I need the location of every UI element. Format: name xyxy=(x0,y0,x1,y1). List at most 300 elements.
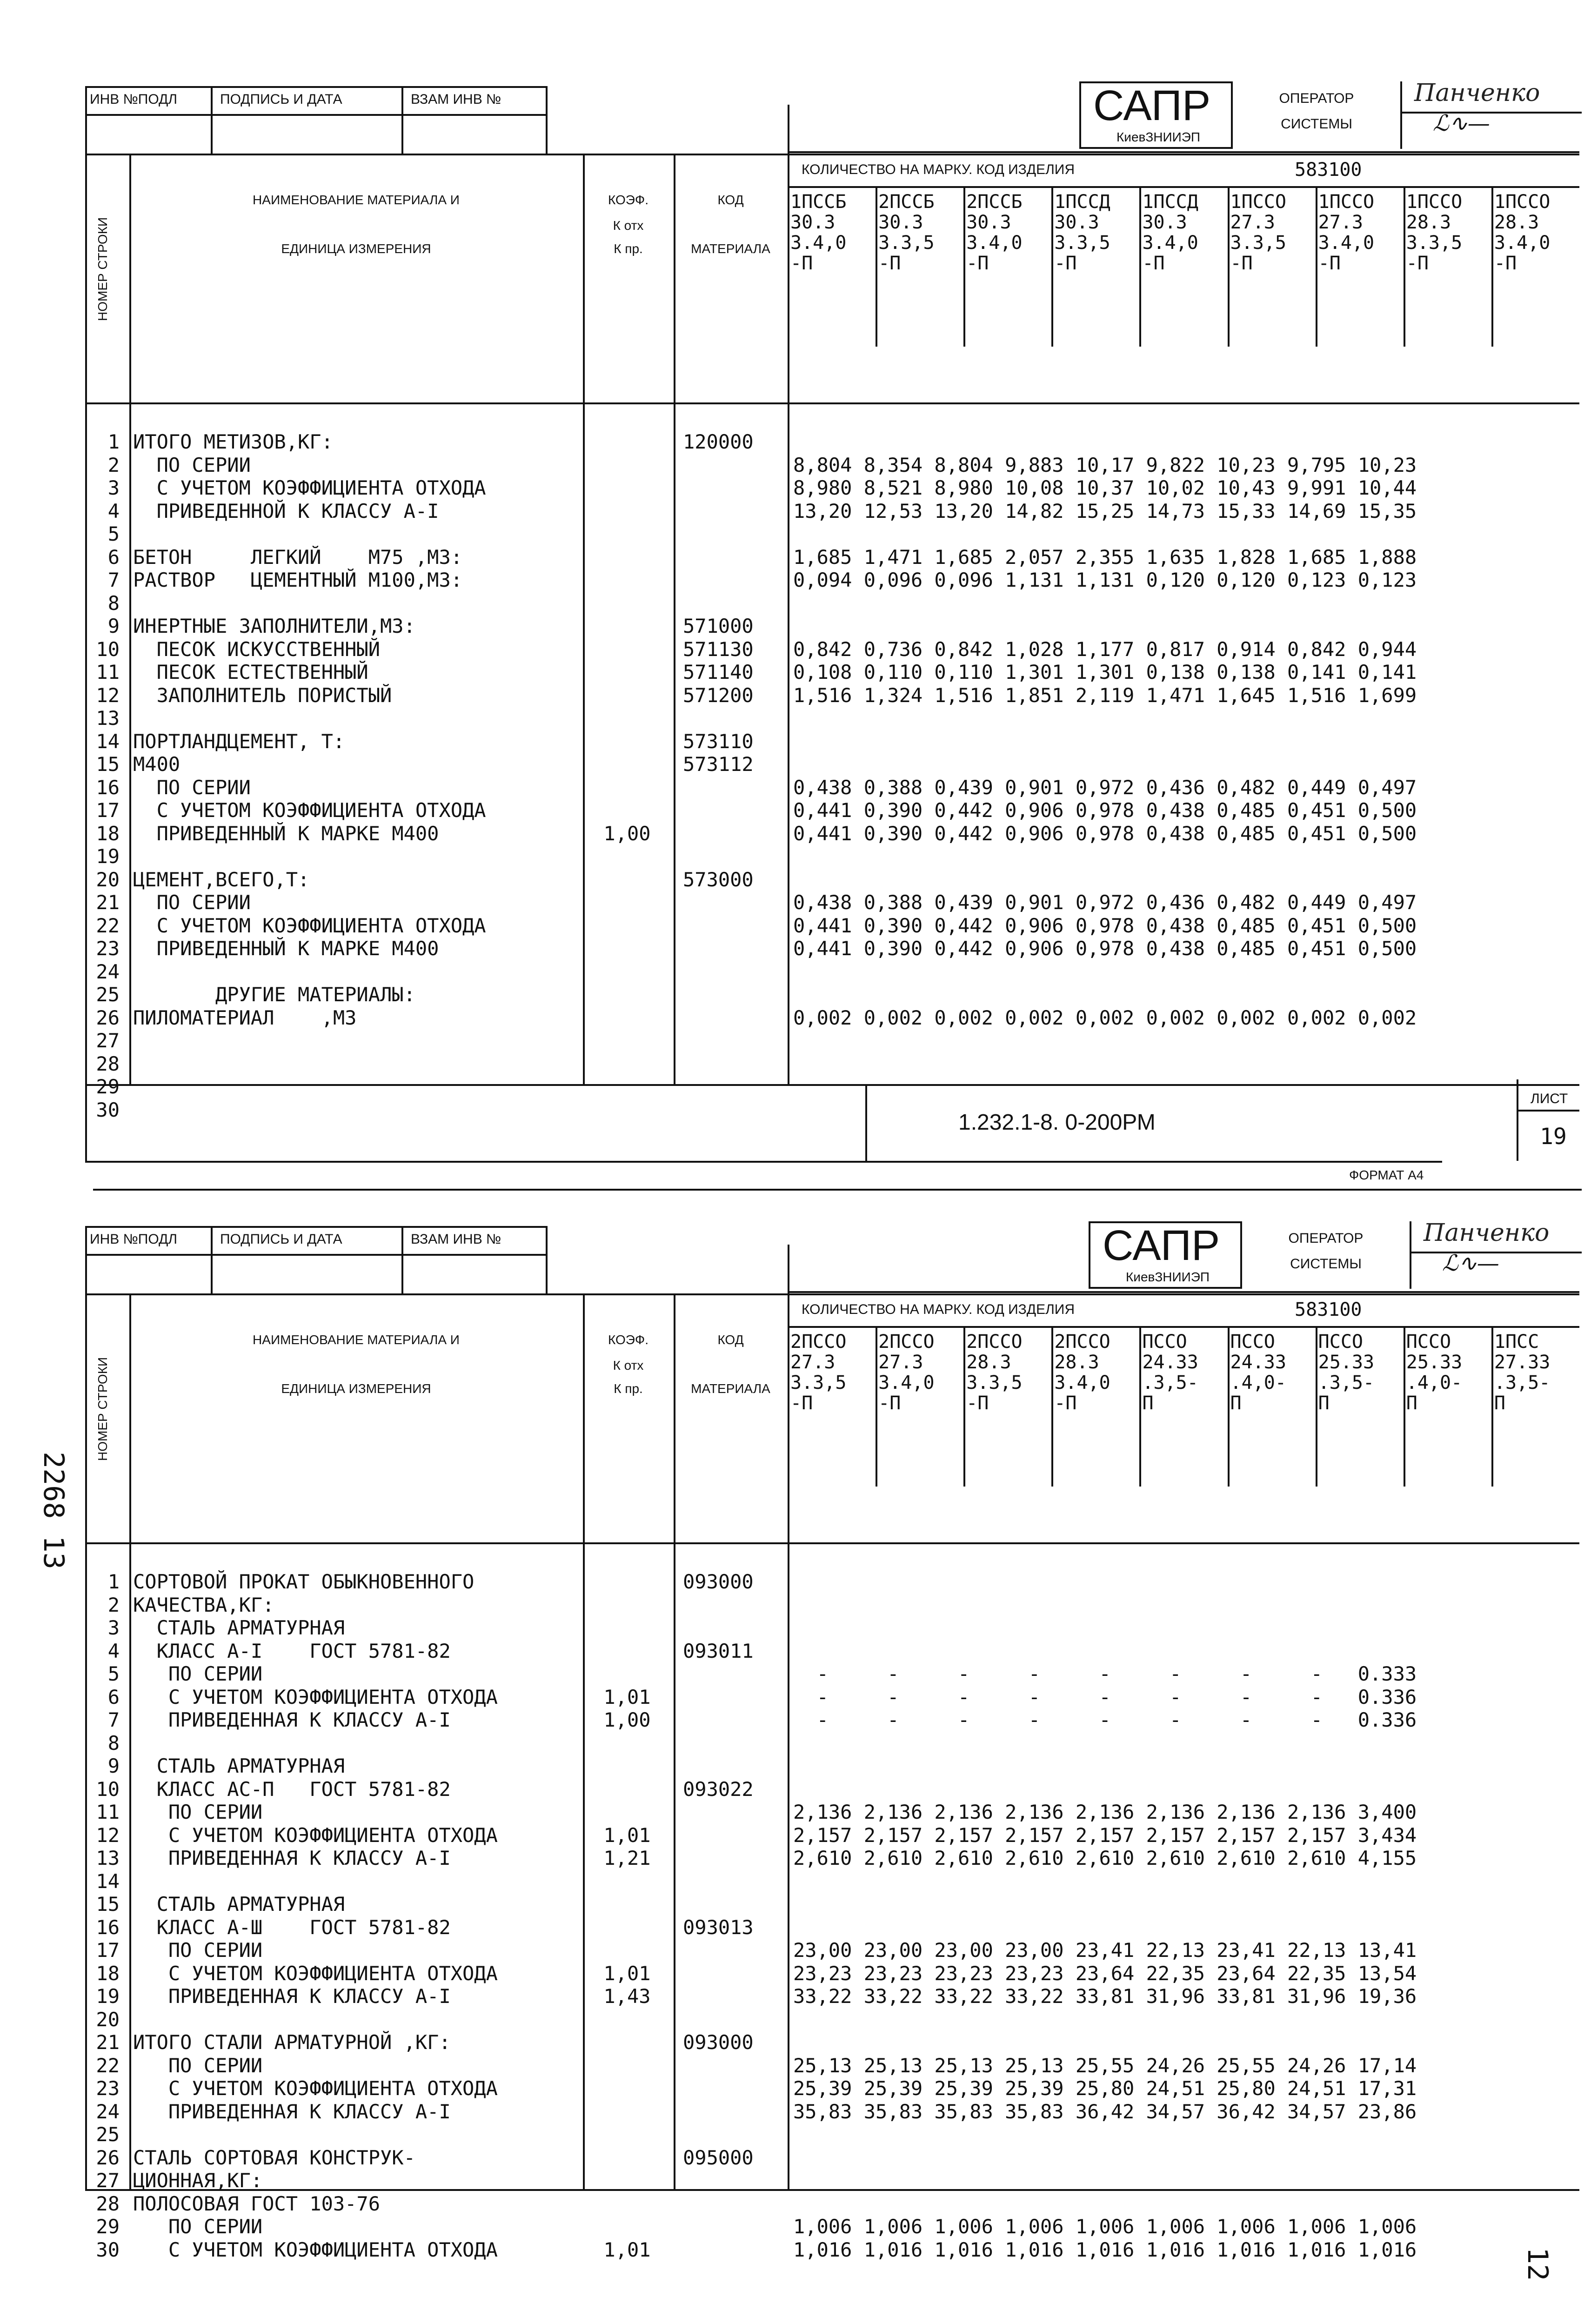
row-number: 7 xyxy=(107,1708,120,1731)
row-material-name: ДРУГИЕ МАТЕРИАЛЫ: xyxy=(133,983,415,1006)
row-values: 2,610 2,610 2,610 2,610 2,610 2,610 2,610 2,610 4,155 xyxy=(793,1847,1417,1869)
row-number: 29 xyxy=(96,1075,120,1098)
row-number: 4 xyxy=(107,1639,120,1662)
mark-4-line-3: 3.3,5 xyxy=(1054,232,1110,254)
row-number: 7 xyxy=(107,569,120,591)
row-number: 15 xyxy=(96,1893,120,1915)
row-number: 21 xyxy=(96,891,120,914)
mark-6-line-1: ПССО xyxy=(1230,1331,1275,1353)
row-number: 30 xyxy=(96,2238,120,2261)
stamp-left-rule xyxy=(85,1226,87,1293)
operator-signature-icon: ℒ∿— xyxy=(1442,1250,1499,1276)
row-material-name: СОРТОВОЙ ПРОКАТ ОБЫКНОВЕННОГО xyxy=(133,1570,475,1593)
row-values: 0,002 0,002 0,002 0,002 0,002 0,002 0,002 0,002 0,002 xyxy=(793,1006,1417,1029)
system-label: СИСТЕМЫ xyxy=(1290,1256,1362,1272)
row-number: 12 xyxy=(96,1823,120,1847)
mark-col-rule xyxy=(876,186,877,347)
row-material-code: 573110 xyxy=(683,730,754,753)
row-number: 24 xyxy=(96,2100,120,2123)
row-number: 10 xyxy=(96,637,120,661)
code-header-1: КОД xyxy=(717,1333,744,1347)
row-material-name: ПРИВЕДЕННЫЙ К МАРКЕ М400 xyxy=(133,937,439,960)
row-coefficient: 1,00 xyxy=(603,1708,651,1731)
product-code: 583100 xyxy=(1295,159,1362,181)
mark-8-line-2: 28.3 xyxy=(1406,212,1451,233)
qty-header: КОЛИЧЕСТВО НА МАРКУ. КОД ИЗДЕЛИЯ xyxy=(802,162,1075,177)
page-number: 12 xyxy=(1521,2247,1554,2281)
mark-3-line-2: 30.3 xyxy=(966,212,1011,233)
name-header-1: НАИМЕНОВАНИЕ МАТЕРИАЛА И xyxy=(253,193,460,207)
row-values: 25,39 25,39 25,39 25,39 25,80 24,51 25,80 24,51 17,31 xyxy=(793,2077,1417,2100)
mark-2-line-2: 30.3 xyxy=(878,212,923,233)
row-values: 35,83 35,83 35,83 35,83 36,42 34,57 36,42 34,57 23,86 xyxy=(793,2100,1417,2123)
frame-left xyxy=(85,1293,87,2189)
sign-date-label: ПОДПИСЬ И ДАТА xyxy=(220,92,342,107)
row-material-code: 120000 xyxy=(683,430,754,453)
mark-3-line-1: 2ПССБ xyxy=(966,191,1023,213)
row-number: 22 xyxy=(96,914,120,937)
coef-header-3: К пр. xyxy=(614,241,643,256)
mark-3-line-3: 3.4,0 xyxy=(966,232,1023,254)
row-number: 14 xyxy=(96,730,120,753)
row-number: 11 xyxy=(96,661,120,683)
footer-sheet-rule xyxy=(1517,1079,1518,1161)
col-vals-rule xyxy=(788,105,789,1084)
row-material-name: С УЧЕТОМ КОЭФФИЦИЕНТА ОТХОДА xyxy=(133,476,486,499)
row-material-name: ПО СЕРИИ xyxy=(133,891,251,914)
document-number: 1.232.1-8. 0-200РМ xyxy=(958,1110,1156,1135)
row-material-name: КЛАСС А-I ГОСТ 5781-82 xyxy=(133,1639,451,1662)
mark-4-line-1: 1ПССД xyxy=(1054,191,1110,213)
row-material-code: 571140 xyxy=(683,661,754,683)
row-material-name: КЛАСС АС-П ГОСТ 5781-82 xyxy=(133,1777,451,1801)
row-material-name: ПО СЕРИИ xyxy=(133,1662,263,1685)
stamp-divider-1 xyxy=(211,86,213,154)
row-number: 25 xyxy=(96,2123,120,2146)
mark-1-line-1: 1ПССБ xyxy=(790,191,847,213)
stamp-top-rule xyxy=(85,86,546,88)
row-number: 6 xyxy=(107,1685,120,1708)
row-number: 3 xyxy=(107,1616,120,1639)
row-number: 27 xyxy=(96,2169,120,2192)
row-material-name: С УЧЕТОМ КОЭФФИЦИЕНТА ОТХОДА xyxy=(133,2238,498,2261)
coef-header-1: КОЭФ. xyxy=(608,193,648,207)
mark-6-line-1: 1ПССО xyxy=(1230,191,1286,213)
row-values: 1,516 1,324 1,516 1,851 2,119 1,471 1,645 1,516 1,699 xyxy=(793,683,1417,707)
row-number: 1 xyxy=(107,430,120,453)
row-coefficient: 1,43 xyxy=(603,1985,651,2008)
row-number: 5 xyxy=(107,1662,120,1685)
header-bottom-rule xyxy=(85,1542,1579,1544)
row-material-code: 573000 xyxy=(683,868,754,891)
mark-9-line-3: .3,5- xyxy=(1494,1372,1551,1393)
col-name-rule xyxy=(129,1293,131,2189)
row-number: 19 xyxy=(96,845,120,868)
sapr-org: КиевЗНИИЭП xyxy=(1126,1270,1210,1284)
col-vals-rule xyxy=(788,1245,789,2189)
inv-label: ИНВ №ПОДЛ xyxy=(90,92,177,107)
row-number: 8 xyxy=(107,1731,120,1755)
row-number: 3 xyxy=(107,476,120,499)
mark-2-line-2: 27.3 xyxy=(878,1352,923,1373)
sheet-number: 19 xyxy=(1540,1124,1567,1150)
code-header-1: КОД xyxy=(717,193,744,207)
mark-1-line-3: 3.4,0 xyxy=(790,232,847,254)
mark-1-line-2: 27.3 xyxy=(790,1352,836,1373)
mark-5-line-1: ПССО xyxy=(1142,1331,1187,1353)
operator-signature-name: Панченко xyxy=(1414,79,1540,107)
sheet-divider xyxy=(93,1189,1582,1191)
mark-5-line-3: 3.4,0 xyxy=(1142,232,1198,254)
row-material-name: ПО СЕРИИ xyxy=(133,2054,263,2077)
row-number: 20 xyxy=(96,2008,120,2031)
mark-8-line-3: 3.3,5 xyxy=(1406,232,1463,254)
row-number: 18 xyxy=(96,1962,120,1985)
row-values: 0,441 0,390 0,442 0,906 0,978 0,438 0,485 0,451 0,500 xyxy=(793,937,1417,960)
mark-8-line-1: 1ПССО xyxy=(1406,191,1463,213)
row-material-code: 093000 xyxy=(683,2031,754,2054)
qty-top-rule xyxy=(788,151,1579,153)
row-number: 15 xyxy=(96,753,120,776)
sapr-title: САПР xyxy=(1093,82,1211,129)
row-values: 23,23 23,23 23,23 23,23 23,64 22,35 23,64 22,35 13,54 xyxy=(793,1962,1417,1985)
mark-9-line-2: 28.3 xyxy=(1494,212,1539,233)
coef-header-2: К отх xyxy=(613,1358,644,1373)
mark-6-line-2: 27.3 xyxy=(1230,212,1275,233)
row-number: 20 xyxy=(96,868,120,891)
mark-col-rule xyxy=(1228,1326,1230,1487)
mark-8-line-4: П xyxy=(1406,1393,1417,1414)
row-material-name: СТАЛЬ АРМАТУРНАЯ xyxy=(133,1893,345,1915)
row-values: 8,804 8,354 8,804 9,883 10,17 9,822 10,23 9,795 10,23 xyxy=(793,453,1417,476)
row-material-name: БЕТОН ЛЕГКИЙ М75 ,М3: xyxy=(133,545,463,569)
col-coef-rule xyxy=(583,1293,585,2189)
mark-6-line-3: 3.3,5 xyxy=(1230,232,1286,254)
footer-left-rule xyxy=(85,1084,87,1161)
name-header-2: ЕДИНИЦА ИЗМЕРЕНИЯ xyxy=(281,241,431,256)
row-coefficient: 1,01 xyxy=(603,1685,651,1708)
rownum-header: НОМЕР СТРОКИ xyxy=(95,1357,110,1461)
sapr-org: КиевЗНИИЭП xyxy=(1116,130,1201,144)
footer-doc-rule xyxy=(865,1084,867,1161)
mark-5-line-1: 1ПССД xyxy=(1142,191,1198,213)
mark-9-line-4: -П xyxy=(1494,253,1517,274)
row-material-name: С УЧЕТОМ КОЭФФИЦИЕНТА ОТХОДА xyxy=(133,1962,498,1985)
mark-col-rule xyxy=(1228,186,1230,347)
stamp-divider-2 xyxy=(401,86,403,154)
row-number: 28 xyxy=(96,1052,120,1075)
sapr-title: САПР xyxy=(1103,1222,1220,1269)
row-number: 8 xyxy=(107,591,120,615)
coef-header-3: К пр. xyxy=(614,1381,643,1396)
row-number: 4 xyxy=(107,499,120,522)
row-material-name: ПРИВЕДЕННАЯ К КЛАССУ А-I xyxy=(133,1847,451,1869)
mark-col-rule xyxy=(1404,1326,1405,1487)
mark-col-rule xyxy=(963,1326,965,1487)
mark-5-line-4: -П xyxy=(1142,253,1165,274)
mark-5-line-2: 30.3 xyxy=(1142,212,1187,233)
row-values: 33,22 33,22 33,22 33,22 33,81 31,96 33,81 31,96 19,36 xyxy=(793,1985,1417,2008)
row-number: 25 xyxy=(96,983,120,1006)
sheet-label-rule xyxy=(1517,1110,1579,1112)
col-coef-rule xyxy=(583,154,585,1084)
row-material-name: ИНЕРТНЫЕ ЗАПОЛНИТЕЛИ,М3: xyxy=(133,615,415,637)
mark-2-line-4: -П xyxy=(878,1393,901,1414)
mark-5-line-2: 24.33 xyxy=(1142,1352,1198,1373)
row-number: 9 xyxy=(107,1755,120,1777)
mark-8-line-4: -П xyxy=(1406,253,1429,274)
row-material-name: С УЧЕТОМ КОЭФФИЦИЕНТА ОТХОДА xyxy=(133,1685,498,1708)
mark-col-rule xyxy=(1316,1326,1317,1487)
row-number: 13 xyxy=(96,1847,120,1869)
mark-2-line-1: 2ПССБ xyxy=(878,191,935,213)
row-number: 6 xyxy=(107,545,120,569)
row-material-name: ПИЛОМАТЕРИАЛ ,М3 xyxy=(133,1006,357,1029)
row-material-name: ПОРТЛАНДЦЕМЕНТ, Т: xyxy=(133,730,345,753)
row-material-name: ЗАПОЛНИТЕЛЬ ПОРИСТЫЙ xyxy=(133,683,392,707)
mark-7-line-4: П xyxy=(1318,1393,1330,1414)
row-values: 0,438 0,388 0,439 0,901 0,972 0,436 0,482 0,449 0,497 xyxy=(793,891,1417,914)
row-values: 0,441 0,390 0,442 0,906 0,978 0,438 0,485 0,451 0,500 xyxy=(793,822,1417,845)
mark-7-line-2: 25.33 xyxy=(1318,1352,1375,1373)
mark-2-line-1: 2ПССО xyxy=(878,1331,935,1353)
stamp-mid-rule xyxy=(85,114,546,116)
row-coefficient: 1,00 xyxy=(603,822,651,845)
mark-4-line-4: -П xyxy=(1054,1393,1077,1414)
qty-rule xyxy=(788,1326,1579,1328)
row-number: 13 xyxy=(96,707,120,730)
row-values: 0,441 0,390 0,442 0,906 0,978 0,438 0,485 0,451 0,500 xyxy=(793,914,1417,937)
mark-4-line-4: -П xyxy=(1054,253,1077,274)
frame-left xyxy=(85,154,87,1084)
row-number: 14 xyxy=(96,1869,120,1893)
row-number: 19 xyxy=(96,1985,120,2008)
mark-3-line-1: 2ПССО xyxy=(966,1331,1023,1353)
operator-signature-icon: ℒ∿— xyxy=(1433,110,1490,136)
mark-5-line-4: П xyxy=(1142,1393,1154,1414)
stamp-divider-1 xyxy=(211,1226,213,1293)
row-material-name: М400 xyxy=(133,753,180,776)
row-material-code: 573112 xyxy=(683,753,754,776)
operator-signature-name: Панченко xyxy=(1424,1219,1550,1247)
mark-7-line-1: ПССО xyxy=(1318,1331,1363,1353)
mark-4-line-2: 28.3 xyxy=(1054,1352,1099,1373)
stamp-divider-2 xyxy=(401,1226,403,1293)
col-name-rule xyxy=(129,154,131,1084)
row-values: 2,157 2,157 2,157 2,157 2,157 2,157 2,157 2,157 3,434 xyxy=(793,1823,1417,1847)
stamp-divider-3 xyxy=(546,1226,548,1293)
row-material-name: ПО СЕРИИ xyxy=(133,1801,263,1823)
mark-col-rule xyxy=(963,186,965,347)
row-material-code: 093011 xyxy=(683,1639,754,1662)
row-material-code: 571000 xyxy=(683,615,754,637)
row-material-name: РАСТВОР ЦЕМЕНТНЫЙ М100,М3: xyxy=(133,569,463,591)
mark-2-line-3: 3.3,5 xyxy=(878,232,935,254)
mark-col-rule xyxy=(1139,1326,1141,1487)
mark-9-line-3: 3.4,0 xyxy=(1494,232,1551,254)
row-material-name: СТАЛЬ АРМАТУРНАЯ xyxy=(133,1755,345,1777)
row-values: 25,13 25,13 25,13 25,13 25,55 24,26 25,55 24,26 17,14 xyxy=(793,2054,1417,2077)
row-material-code: 571200 xyxy=(683,683,754,707)
row-coefficient: 1,01 xyxy=(603,1823,651,1847)
row-material-name: ПРИВЕДЕННАЯ К КЛАССУ А-I xyxy=(133,2100,451,2123)
body-bottom-rule xyxy=(85,2189,1579,2191)
row-number: 17 xyxy=(96,799,120,822)
mark-8-line-1: ПССО xyxy=(1406,1331,1451,1353)
mark-3-line-3: 3.3,5 xyxy=(966,1372,1023,1393)
row-material-name: ПЕСОК ЕСТЕСТВЕННЫЙ xyxy=(133,661,368,683)
row-values: 1,006 1,006 1,006 1,006 1,006 1,006 1,006 1,006 1,006 xyxy=(793,2215,1417,2238)
row-values: 0,108 0,110 0,110 1,301 1,301 0,138 0,138 0,141 0,141 xyxy=(793,661,1417,683)
mark-9-line-4: П xyxy=(1494,1393,1505,1414)
product-code: 583100 xyxy=(1295,1299,1362,1320)
mark-8-line-3: .4,0- xyxy=(1406,1372,1463,1393)
row-number: 29 xyxy=(96,2215,120,2238)
mark-col-rule xyxy=(1316,186,1317,347)
row-number: 11 xyxy=(96,1801,120,1823)
mark-col-rule xyxy=(1404,186,1405,347)
row-values: 23,00 23,00 23,00 23,00 23,41 22,13 23,41 22,13 13,41 xyxy=(793,1939,1417,1962)
row-number: 5 xyxy=(107,522,120,545)
operator-label: ОПЕРАТОР xyxy=(1279,91,1354,106)
mark-4-line-3: 3.4,0 xyxy=(1054,1372,1110,1393)
mark-2-line-4: -П xyxy=(878,253,901,274)
row-values: 1,016 1,016 1,016 1,016 1,016 1,016 1,016 1,016 1,016 xyxy=(793,2238,1417,2261)
row-material-name: ИТОГО МЕТИЗОВ,КГ: xyxy=(133,430,333,453)
system-label: СИСТЕМЫ xyxy=(1281,116,1352,132)
sign-divider xyxy=(1410,1221,1411,1289)
row-material-name: С УЧЕТОМ КОЭФФИЦИЕНТА ОТХОДА xyxy=(133,799,486,822)
row-number: 22 xyxy=(96,2054,120,2077)
row-material-name: ПО СЕРИИ xyxy=(133,1939,263,1962)
row-material-name: ПО СЕРИИ xyxy=(133,776,251,799)
mark-9-line-2: 27.33 xyxy=(1494,1352,1551,1373)
qty-header: КОЛИЧЕСТВО НА МАРКУ. КОД ИЗДЕЛИЯ xyxy=(802,1302,1075,1317)
row-material-code: 093000 xyxy=(683,1570,754,1593)
row-material-name: ПРИВЕДЕННЫЙ К МАРКЕ М400 xyxy=(133,822,439,845)
row-number: 17 xyxy=(96,1939,120,1962)
row-material-name: СТАЛЬ СОРТОВАЯ КОНСТРУК- xyxy=(133,2146,415,2169)
mark-col-rule xyxy=(1051,1326,1053,1487)
row-number: 24 xyxy=(96,960,120,983)
row-material-name: С УЧЕТОМ КОЭФФИЦИЕНТА ОТХОДА xyxy=(133,1823,498,1847)
row-material-name: ПРИВЕДЕННАЯ К КЛАССУ А-I xyxy=(133,1985,451,2008)
row-number: 30 xyxy=(96,1098,120,1121)
mark-7-line-1: 1ПССО xyxy=(1318,191,1375,213)
row-number: 2 xyxy=(107,1593,120,1616)
row-number: 27 xyxy=(96,1029,120,1052)
row-material-name: ПО СЕРИИ xyxy=(133,2215,263,2238)
sign-under-rule xyxy=(1400,112,1582,114)
coef-header-2: К отх xyxy=(613,218,644,233)
mark-6-line-3: .4,0- xyxy=(1230,1372,1286,1393)
mark-1-line-4: -П xyxy=(790,1393,813,1414)
row-material-name: ПРИВЕДЕННАЯ К КЛАССУ А-I xyxy=(133,1708,451,1731)
row-number: 16 xyxy=(96,1915,120,1939)
row-coefficient: 1,01 xyxy=(603,2238,651,2261)
row-material-code: 571130 xyxy=(683,637,754,661)
mark-col-rule xyxy=(1491,186,1493,347)
row-material-name: СТАЛЬ АРМАТУРНАЯ xyxy=(133,1616,345,1639)
code-header-2: МАТЕРИАЛА xyxy=(691,1381,770,1396)
inv-label: ИНВ №ПОДЛ xyxy=(90,1232,177,1247)
row-material-name: ПО СЕРИИ xyxy=(133,453,251,476)
row-number: 12 xyxy=(96,683,120,707)
row-material-name: ИТОГО СТАЛИ АРМАТУРНОЙ ,КГ: xyxy=(133,2031,451,2054)
mark-7-line-2: 27.3 xyxy=(1318,212,1363,233)
mark-5-line-3: .3,5- xyxy=(1142,1372,1198,1393)
mark-7-line-3: 3.4,0 xyxy=(1318,232,1375,254)
row-values: 8,980 8,521 8,980 10,08 10,37 10,02 10,43 9,991 10,44 xyxy=(793,476,1417,499)
format-label: ФОРМАТ А4 xyxy=(1349,1168,1424,1182)
row-material-name: КАЧЕСТВА,КГ: xyxy=(133,1593,274,1616)
row-number: 10 xyxy=(96,1777,120,1801)
row-values: - - - - - - - - 0.333 xyxy=(793,1662,1417,1685)
body-bottom-rule xyxy=(85,1084,1579,1086)
row-values: 2,136 2,136 2,136 2,136 2,136 2,136 2,136 2,136 3,400 xyxy=(793,1801,1417,1823)
mark-6-line-2: 24.33 xyxy=(1230,1352,1286,1373)
row-material-name: ЦИОННАЯ,КГ: xyxy=(133,2169,263,2192)
name-header-1: НАИМЕНОВАНИЕ МАТЕРИАЛА И xyxy=(253,1333,460,1347)
sign-divider xyxy=(1400,81,1402,149)
mark-7-line-4: -П xyxy=(1318,253,1341,274)
mark-1-line-1: 2ПССО xyxy=(790,1331,847,1353)
row-material-name: С УЧЕТОМ КОЭФФИЦИЕНТА ОТХОДА xyxy=(133,914,486,937)
mark-4-line-1: 2ПССО xyxy=(1054,1331,1110,1353)
row-number: 2 xyxy=(107,453,120,476)
coef-header-1: КОЭФ. xyxy=(608,1333,648,1347)
col-code-rule xyxy=(674,154,675,1084)
mark-1-line-2: 30.3 xyxy=(790,212,836,233)
sign-date-label: ПОДПИСЬ И ДАТА xyxy=(220,1232,342,1247)
row-values: 13,20 12,53 13,20 14,82 15,25 14,73 15,33 14,69 15,35 xyxy=(793,499,1417,522)
side-number: 2268 13 xyxy=(37,1452,70,1569)
mark-8-line-2: 25.33 xyxy=(1406,1352,1463,1373)
replace-inv-label: ВЗАМ ИНВ № xyxy=(411,92,501,107)
row-material-code: 093022 xyxy=(683,1777,754,1801)
qty-top-rule xyxy=(788,1291,1579,1293)
row-material-name: КЛАСС А-Ш ГОСТ 5781-82 xyxy=(133,1915,451,1939)
row-number: 9 xyxy=(107,615,120,637)
row-material-name: ПРИВЕДЕННОЙ К КЛАССУ А-I xyxy=(133,499,439,522)
replace-inv-label: ВЗАМ ИНВ № xyxy=(411,1232,501,1247)
mark-col-rule xyxy=(1491,1326,1493,1487)
name-header-2: ЕДИНИЦА ИЗМЕРЕНИЯ xyxy=(281,1381,431,1396)
mark-col-rule xyxy=(1139,186,1141,347)
qty-rule xyxy=(788,186,1579,188)
code-header-2: МАТЕРИАЛА xyxy=(691,241,770,256)
mark-9-line-1: 1ПСС xyxy=(1494,1331,1539,1353)
row-coefficient: 1,21 xyxy=(603,1847,651,1869)
row-number: 23 xyxy=(96,2077,120,2100)
stamp-mid-rule xyxy=(85,1254,546,1256)
row-values: 0,094 0,096 0,096 1,131 1,131 0,120 0,120 0,123 0,123 xyxy=(793,569,1417,591)
mark-7-line-3: .3,5- xyxy=(1318,1372,1375,1393)
mark-2-line-3: 3.4,0 xyxy=(878,1372,935,1393)
col-code-rule xyxy=(674,1293,675,2189)
mark-4-line-2: 30.3 xyxy=(1054,212,1099,233)
mark-9-line-1: 1ПССО xyxy=(1494,191,1551,213)
mark-1-line-4: -П xyxy=(790,253,813,274)
row-number: 26 xyxy=(96,2146,120,2169)
footer-bottom-rule xyxy=(85,1161,1442,1163)
row-material-code: 093013 xyxy=(683,1915,754,1939)
row-values: - - - - - - - - 0.336 xyxy=(793,1708,1417,1731)
mark-3-line-4: -П xyxy=(966,1393,989,1414)
sheet-label: ЛИСТ xyxy=(1531,1091,1568,1106)
header-top-rule xyxy=(85,154,1579,155)
header-bottom-rule xyxy=(85,402,1579,404)
